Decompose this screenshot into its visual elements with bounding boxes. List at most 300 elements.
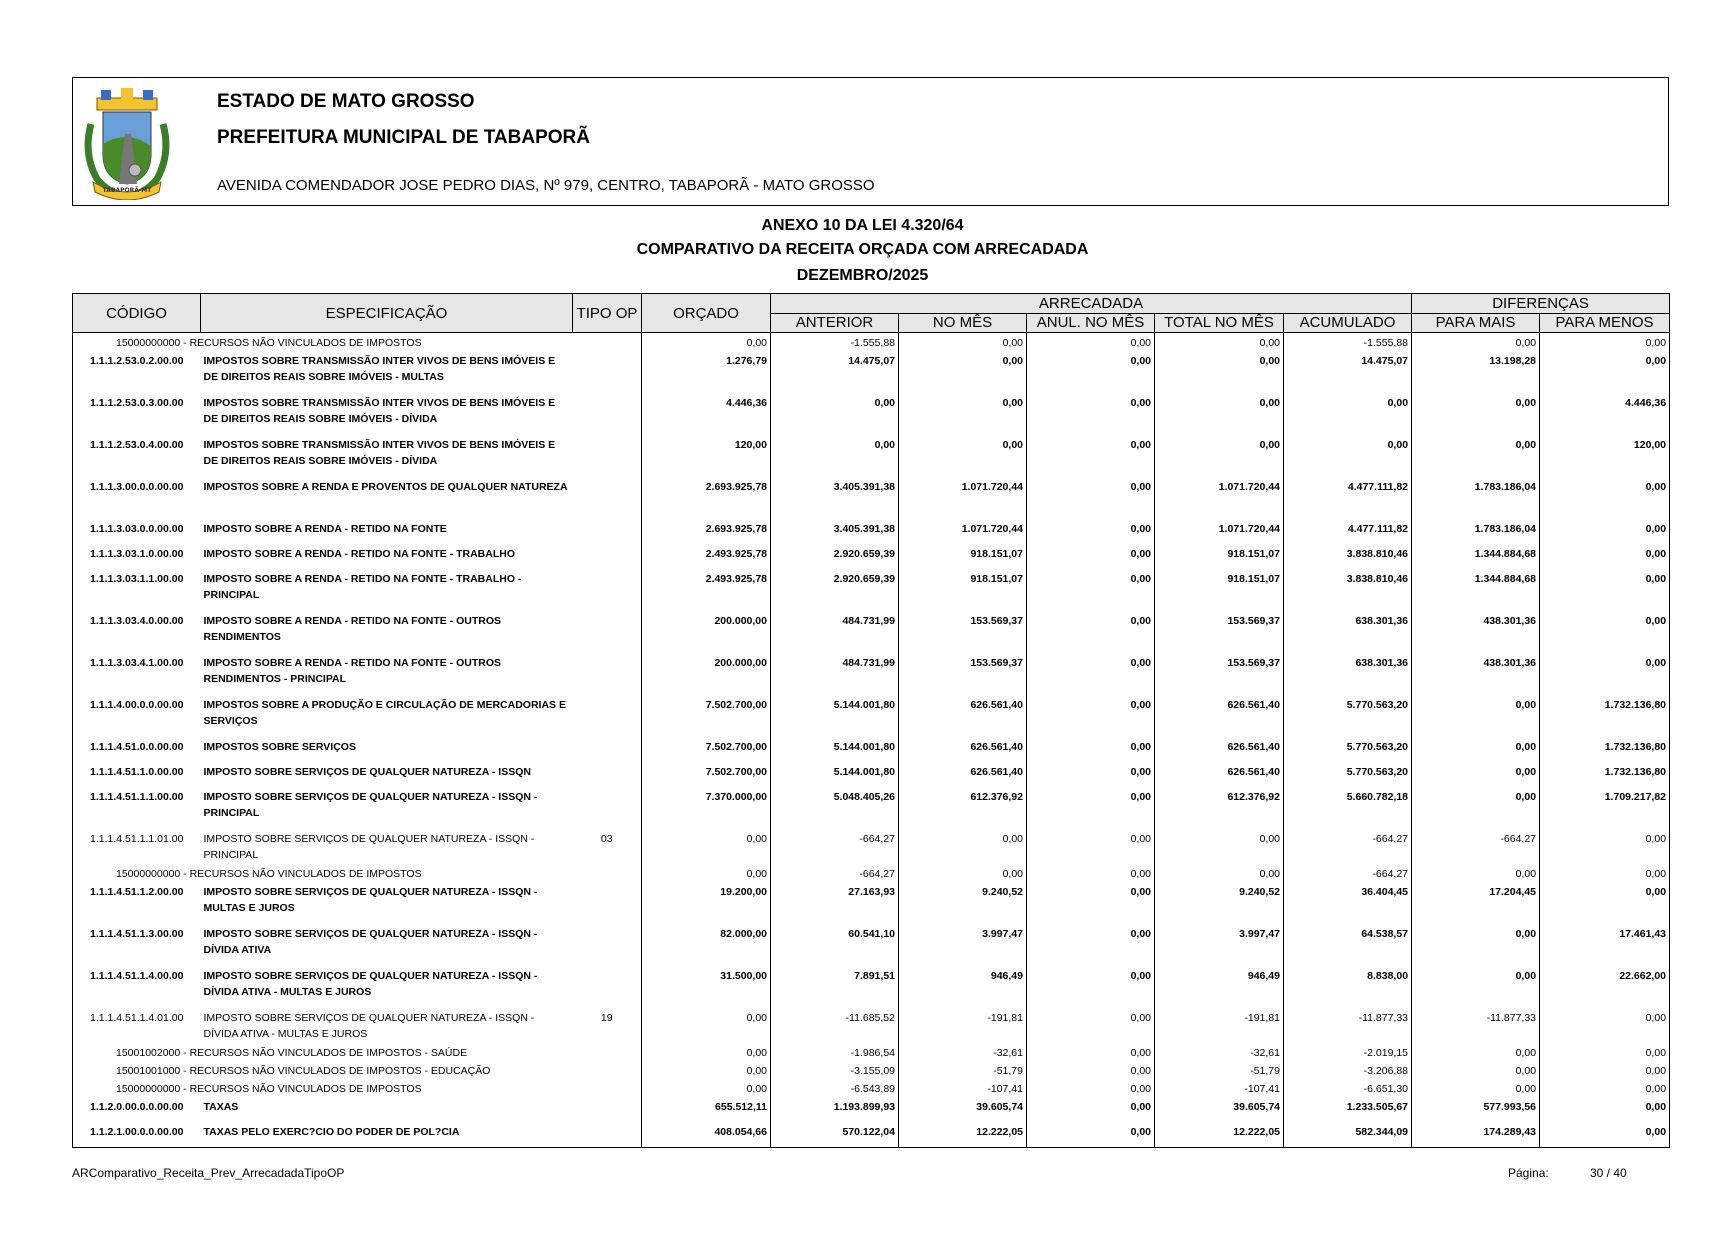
table-row [73,829,1670,864]
cell-orcado: 2.693.925,78 [642,477,771,519]
revenue-comparison-table [72,293,1670,1148]
resource-row [73,864,1670,882]
row-description: IMPOSTO SOBRE SERVIÇOS DE QUALQUER NATUREZA - ISSQN - PRINCIPAL [203,833,535,861]
row-tipo-op [573,393,642,435]
cell-total-no-mes: -191,81 [1155,1008,1284,1043]
cell-anterior: -6.543,89 [771,1079,899,1097]
cell-acumulado: -6.651,30 [1284,1079,1412,1097]
cell-anul-no-mes: 0,00 [1027,1043,1155,1061]
cell-para-mais: 0,00 [1412,864,1540,882]
cell-total-no-mes: 153.569,37 [1155,611,1284,653]
row-tipo-op [573,351,642,393]
cell-orcado: 0,00 [642,864,771,882]
cell-para-mais: -664,27 [1412,829,1540,864]
cell-para-mais: 0,00 [1412,737,1540,762]
page-label: Página: [1508,1166,1549,1180]
cell-orcado: 2.693.925,78 [642,519,771,544]
cell-total-no-mes: 39.605,74 [1155,1097,1284,1122]
cell-para-menos: 0,00 [1540,1122,1670,1147]
table-body [73,333,1670,1148]
cell-para-mais: 0,00 [1412,787,1540,829]
cell-acumulado: 4.477.111,82 [1284,477,1412,519]
resource-label: 15000000000 - RECURSOS NÃO VINCULADOS DE IMPOSTOS [73,864,573,882]
row-description: IMPOSTOS SOBRE SERVIÇOS [203,741,356,753]
cell-acumulado: 3.838.810,46 [1284,569,1412,611]
row-tipo-op [573,611,642,653]
row-code: 1.1.1.3.03.4.0.00.00 [73,611,201,653]
cell-anul-no-mes: 0,00 [1027,762,1155,787]
cell-no-mes: 0,00 [899,829,1027,864]
cell-anul-no-mes: 0,00 [1027,1079,1155,1097]
row-code: 1.1.1.4.51.1.4.01.00 [73,1008,201,1043]
cell-total-no-mes: 626.561,40 [1155,695,1284,737]
cell-anul-no-mes: 0,00 [1027,333,1155,352]
cell-para-mais: 174.289,43 [1412,1122,1540,1147]
table-row [73,569,1670,611]
cell-para-mais: 17.204,45 [1412,882,1540,924]
row-description: IMPOSTO SOBRE SERVIÇOS DE QUALQUER NATUREZA - ISSQN - PRINCIPAL [203,791,538,819]
cell-para-mais: 577.993,56 [1412,1097,1540,1122]
cell-para-mais: 1.783.186,04 [1412,519,1540,544]
cell-para-menos: 1.709.217,82 [1540,787,1670,829]
cell-orcado: 19.200,00 [642,882,771,924]
cell-total-no-mes: 153.569,37 [1155,653,1284,695]
row-code: 1.1.1.4.00.0.0.00.00 [73,695,201,737]
cell-acumulado: -2.019,15 [1284,1043,1412,1061]
row-description: IMPOSTOS SOBRE TRANSMISSÃO INTER VIVOS DE BENS IMÓVEIS E DE DIREITOS REAIS SOBRE IMÓVEIS - MULTAS [203,355,556,383]
cell-anterior: 570.122,04 [771,1122,899,1147]
cell-no-mes: 0,00 [899,351,1027,393]
row-description: TAXAS [203,1101,239,1113]
cell-para-mais: 438.301,36 [1412,611,1540,653]
cell-total-no-mes: 626.561,40 [1155,737,1284,762]
cell-acumulado: 0,00 [1284,393,1412,435]
row-code: 1.1.1.4.51.1.2.00.00 [73,882,201,924]
row-tipo-op [573,569,642,611]
col-header-para-menos: PARA MENOS [1540,313,1670,333]
row-tipo-op [573,1061,642,1079]
cell-para-menos: 0,00 [1540,1043,1670,1061]
cell-acumulado: -3.206,88 [1284,1061,1412,1079]
cell-para-mais: 0,00 [1412,1079,1540,1097]
cell-total-no-mes: 0,00 [1155,864,1284,882]
row-code: 1.1.1.2.53.0.3.00.00 [73,393,201,435]
row-tipo-op [573,1043,642,1061]
row-code: 1.1.1.4.51.1.1.01.00 [73,829,201,864]
col-header-codigo: CÓDIGO [73,294,201,333]
cell-no-mes: 3.997,47 [899,924,1027,966]
report-title-line2: COMPARATIVO DA RECEITA ORÇADA COM ARRECADADA [636,241,1089,258]
row-tipo-op [573,966,642,1008]
cell-anterior: 0,00 [771,435,899,477]
table-row [73,653,1670,695]
cell-para-mais: 0,00 [1412,924,1540,966]
row-code: 1.1.1.3.03.4.1.00.00 [73,653,201,695]
cell-anul-no-mes: 0,00 [1027,1008,1155,1043]
cell-orcado: 7.502.700,00 [642,762,771,787]
row-description: IMPOSTOS SOBRE TRANSMISSÃO INTER VIVOS DE BENS IMÓVEIS E DE DIREITOS REAIS SOBRE IMÓVEIS - DÍVIDA [203,439,556,467]
cell-total-no-mes: 9.240,52 [1155,882,1284,924]
cell-acumulado: -664,27 [1284,864,1412,882]
cell-orcado: 655.512,11 [642,1097,771,1122]
cell-anterior: 14.475,07 [771,351,899,393]
resource-row [73,1043,1670,1061]
row-description: IMPOSTO SOBRE A RENDA - RETIDO NA FONTE - TRABALHO [203,548,515,560]
cell-para-menos: 0,00 [1540,882,1670,924]
cell-para-mais: 1.344.884,68 [1412,569,1540,611]
col-header-especificacao: ESPECIFICAÇÃO [201,294,573,333]
cell-no-mes: 626.561,40 [899,737,1027,762]
cell-anterior: 0,00 [771,393,899,435]
cell-acumulado: 4.477.111,82 [1284,519,1412,544]
report-file-name: ARComparativo_Receita_Prev_ArrecadadaTipoOP [72,1166,345,1180]
resource-label: 15000000000 - RECURSOS NÃO VINCULADOS DE IMPOSTOS [73,1079,573,1097]
cell-anterior: -11.685,52 [771,1008,899,1043]
cell-anterior: 27.163,93 [771,882,899,924]
cell-no-mes: 153.569,37 [899,611,1027,653]
row-description: IMPOSTO SOBRE A RENDA - RETIDO NA FONTE - OUTROS RENDIMENTOS - PRINCIPAL [203,657,502,685]
cell-total-no-mes: 626.561,40 [1155,762,1284,787]
cell-anterior: 7.891,51 [771,966,899,1008]
municipal-coat-of-arms-logo [79,84,175,200]
cell-total-no-mes: -32,61 [1155,1043,1284,1061]
cell-no-mes: 946,49 [899,966,1027,1008]
cell-orcado: 0,00 [642,1008,771,1043]
cell-para-menos: 0,00 [1540,1079,1670,1097]
cell-no-mes: 1.071.720,44 [899,477,1027,519]
cell-total-no-mes: 0,00 [1155,435,1284,477]
cell-total-no-mes: 918.151,07 [1155,544,1284,569]
cell-acumulado: 3.838.810,46 [1284,544,1412,569]
row-code: 1.1.1.4.51.1.0.00.00 [73,762,201,787]
cell-no-mes: -51,79 [899,1061,1027,1079]
row-code: 1.1.1.2.53.0.2.00.00 [73,351,201,393]
cell-orcado: 7.502.700,00 [642,737,771,762]
row-tipo-op [573,1122,642,1147]
cell-anul-no-mes: 0,00 [1027,569,1155,611]
table-row [73,435,1670,477]
cell-orcado: 0,00 [642,1079,771,1097]
cell-no-mes: 0,00 [899,864,1027,882]
row-tipo-op [573,544,642,569]
row-description: IMPOSTOS SOBRE A PRODUÇÃO E CIRCULAÇÃO DE MERCADORIAS E SERVIÇOS [203,699,566,727]
table-row [73,544,1670,569]
table-row [73,882,1670,924]
table-row [73,1122,1670,1147]
cell-no-mes: 1.071.720,44 [899,519,1027,544]
row-tipo-op [573,695,642,737]
cell-anul-no-mes: 0,00 [1027,882,1155,924]
cell-acumulado: 638.301,36 [1284,653,1412,695]
cell-orcado: 0,00 [642,1061,771,1079]
col-group-diferencas: DIFERENÇAS [1412,294,1670,314]
cell-anterior: 60.541,10 [771,924,899,966]
cell-total-no-mes: 946,49 [1155,966,1284,1008]
cell-para-menos: 120,00 [1540,435,1670,477]
table-row [73,695,1670,737]
cell-para-menos: 17.461,43 [1540,924,1670,966]
col-header-anterior: ANTERIOR [771,313,899,333]
cell-no-mes: -191,81 [899,1008,1027,1043]
cell-para-mais: 0,00 [1412,1061,1540,1079]
cell-para-mais: -11.877,33 [1412,1008,1540,1043]
cell-para-menos: 22.662,00 [1540,966,1670,1008]
row-description: IMPOSTO SOBRE SERVIÇOS DE QUALQUER NATUREZA - ISSQN - DÍVIDA ATIVA - MULTAS E JUROS [203,970,538,998]
cell-para-mais: 13.198,28 [1412,351,1540,393]
state-name: ESTADO DE MATO GROSSO [217,91,475,112]
cell-acumulado: 14.475,07 [1284,351,1412,393]
cell-no-mes: 12.222,05 [899,1122,1027,1147]
cell-para-menos: 0,00 [1540,653,1670,695]
cell-orcado: 82.000,00 [642,924,771,966]
cell-anul-no-mes: 0,00 [1027,393,1155,435]
cell-acumulado: 0,00 [1284,435,1412,477]
cell-total-no-mes: -51,79 [1155,1061,1284,1079]
resource-row [73,333,1670,352]
cell-acumulado: 5.770.563,20 [1284,762,1412,787]
cell-orcado: 1.276,79 [642,351,771,393]
cell-no-mes: 9.240,52 [899,882,1027,924]
cell-total-no-mes: -107,41 [1155,1079,1284,1097]
cell-anterior: -664,27 [771,864,899,882]
cell-para-menos: 4.446,36 [1540,393,1670,435]
col-header-orcado: ORÇADO [642,294,771,333]
cell-para-menos: 0,00 [1540,1061,1670,1079]
col-header-total-no-mes: TOTAL NO MÊS [1155,313,1284,333]
row-description: IMPOSTOS SOBRE A RENDA E PROVENTOS DE QUALQUER NATUREZA [203,481,568,493]
row-tipo-op [573,787,642,829]
cell-no-mes: -107,41 [899,1079,1027,1097]
municipality-name: PREFEITURA MUNICIPAL DE TABAPORÃ [217,127,590,148]
cell-acumulado: 36.404,45 [1284,882,1412,924]
row-description: IMPOSTO SOBRE SERVIÇOS DE QUALQUER NATUREZA - ISSQN - DÍVIDA ATIVA [203,928,538,956]
cell-total-no-mes: 12.222,05 [1155,1122,1284,1147]
table-row [73,1097,1670,1122]
row-code: 1.1.1.4.51.1.3.00.00 [73,924,201,966]
cell-total-no-mes: 0,00 [1155,351,1284,393]
cell-anterior: -1.986,54 [771,1043,899,1061]
cell-para-mais: 0,00 [1412,393,1540,435]
cell-para-mais: 1.344.884,68 [1412,544,1540,569]
cell-orcado: 31.500,00 [642,966,771,1008]
row-code: 1.1.1.2.53.0.4.00.00 [73,435,201,477]
table-row [73,762,1670,787]
row-tipo-op [573,882,642,924]
cell-orcado: 200.000,00 [642,653,771,695]
row-tipo-op [573,653,642,695]
cell-orcado: 408.054,66 [642,1122,771,1147]
row-tipo-op [573,924,642,966]
cell-orcado: 7.370.000,00 [642,787,771,829]
cell-anul-no-mes: 0,00 [1027,1097,1155,1122]
row-tipo-op [573,737,642,762]
row-code: 1.1.1.3.00.0.0.00.00 [73,477,201,519]
cell-anterior: 5.048.405,26 [771,787,899,829]
cell-para-mais: 0,00 [1412,762,1540,787]
row-tipo-op [573,519,642,544]
cell-anterior: 5.144.001,80 [771,695,899,737]
report-title-line1: ANEXO 10 DA LEI 4.320/64 [761,217,964,234]
cell-acumulado: 582.344,09 [1284,1122,1412,1147]
municipality-address: AVENIDA COMENDADOR JOSE PEDRO DIAS, Nº 979, CENTRO, TABAPORÃ - MATO GROSSO [217,177,875,194]
cell-acumulado: 1.233.505,67 [1284,1097,1412,1122]
row-description: IMPOSTO SOBRE SERVIÇOS DE QUALQUER NATUREZA - ISSQN - DÍVIDA ATIVA - MULTAS E JUROS [203,1012,535,1040]
col-group-arrecadada: ARRECADADA [771,294,1412,314]
cell-anterior: 1.193.899,93 [771,1097,899,1122]
cell-total-no-mes: 1.071.720,44 [1155,519,1284,544]
cell-para-mais: 0,00 [1412,966,1540,1008]
cell-anul-no-mes: 0,00 [1027,435,1155,477]
cell-anterior: 5.144.001,80 [771,737,899,762]
row-description: IMPOSTO SOBRE A RENDA - RETIDO NA FONTE - TRABALHO - PRINCIPAL [203,573,522,601]
row-description: TAXAS PELO EXERC?CIO DO PODER DE POL?CIA [201,1122,573,1147]
row-tipo-op [573,1079,642,1097]
cell-anul-no-mes: 0,00 [1027,653,1155,695]
cell-anul-no-mes: 0,00 [1027,695,1155,737]
cell-anul-no-mes: 0,00 [1027,611,1155,653]
resource-row [73,1061,1670,1079]
resource-label: 15000000000 - RECURSOS NÃO VINCULADOS DE IMPOSTOS [73,333,573,352]
row-tipo-op [573,1097,642,1122]
col-header-acumulado: ACUMULADO [1284,313,1412,333]
resource-label: 15001001000 - RECURSOS NÃO VINCULADOS DE IMPOSTOS - EDUCAÇÃO [73,1061,573,1079]
cell-anterior: -664,27 [771,829,899,864]
cell-orcado: 2.493.925,78 [642,544,771,569]
row-code: 1.1.1.3.03.0.0.00.00 [73,519,201,544]
cell-anterior: 484.731,99 [771,611,899,653]
cell-para-mais: 438.301,36 [1412,653,1540,695]
col-header-tipo-op: TIPO OP [573,294,642,333]
cell-acumulado: 5.770.563,20 [1284,737,1412,762]
cell-total-no-mes: 0,00 [1155,333,1284,352]
resource-row [73,1079,1670,1097]
report-header [72,77,1669,206]
cell-para-menos: 0,00 [1540,569,1670,611]
cell-no-mes: 612.376,92 [899,787,1027,829]
cell-para-menos: 0,00 [1540,477,1670,519]
cell-total-no-mes: 1.071.720,44 [1155,477,1284,519]
cell-anul-no-mes: 0,00 [1027,519,1155,544]
cell-para-menos: 0,00 [1540,829,1670,864]
col-header-no-mes: NO MÊS [899,313,1027,333]
table-row [73,924,1670,966]
row-description: IMPOSTOS SOBRE TRANSMISSÃO INTER VIVOS DE BENS IMÓVEIS E DE DIREITOS REAIS SOBRE IMÓVEIS - DÍVIDA [203,397,556,425]
cell-acumulado: -664,27 [1284,829,1412,864]
cell-no-mes: 626.561,40 [899,762,1027,787]
cell-anul-no-mes: 0,00 [1027,924,1155,966]
cell-anterior: 3.405.391,38 [771,477,899,519]
cell-para-mais: 0,00 [1412,695,1540,737]
cell-para-menos: 0,00 [1540,333,1670,352]
cell-orcado: 0,00 [642,1043,771,1061]
table-row [73,737,1670,762]
row-code: 1.1.2.0.00.0.0.00.00 [73,1097,201,1122]
page-number: 30 / 40 [1590,1166,1627,1180]
table-row [73,393,1670,435]
cell-no-mes: 0,00 [899,393,1027,435]
row-tipo-op: 03 [573,829,642,864]
col-header-para-mais: PARA MAIS [1412,313,1540,333]
cell-para-menos: 1.732.136,80 [1540,695,1670,737]
cell-anterior: -3.155,09 [771,1061,899,1079]
cell-no-mes: 39.605,74 [899,1097,1027,1122]
row-tipo-op [573,864,642,882]
cell-para-mais: 0,00 [1412,435,1540,477]
cell-no-mes: 918.151,07 [899,569,1027,611]
row-tipo-op [573,477,642,519]
table-row [73,966,1670,1008]
svg-text:TABAPORÃ-MT: TABAPORÃ-MT [102,187,152,194]
cell-orcado: 7.502.700,00 [642,695,771,737]
cell-para-menos: 0,00 [1540,519,1670,544]
table-row [73,611,1670,653]
cell-anul-no-mes: 0,00 [1027,1061,1155,1079]
cell-anterior: 2.920.659,39 [771,569,899,611]
row-code: 1.1.1.4.51.0.0.00.00 [73,737,201,762]
cell-anterior: 5.144.001,80 [771,762,899,787]
row-code: 1.1.1.4.51.1.4.00.00 [73,966,201,1008]
cell-para-menos: 0,00 [1540,864,1670,882]
cell-acumulado: 638.301,36 [1284,611,1412,653]
cell-anul-no-mes: 0,00 [1027,864,1155,882]
row-tipo-op: 19 [573,1008,642,1043]
row-tipo-op [573,333,642,352]
resource-label: 15001002000 - RECURSOS NÃO VINCULADOS DE IMPOSTOS - SAÚDE [73,1043,573,1061]
cell-para-menos: 0,00 [1540,611,1670,653]
report-period: DEZEMBRO/2025 [796,267,929,284]
cell-total-no-mes: 0,00 [1155,393,1284,435]
row-code: 1.1.1.3.03.1.0.00.00 [73,544,201,569]
cell-anul-no-mes: 0,00 [1027,477,1155,519]
table-row [73,351,1670,393]
row-tipo-op [573,435,642,477]
cell-anterior: 2.920.659,39 [771,544,899,569]
cell-para-menos: 0,00 [1540,351,1670,393]
cell-para-mais: 0,00 [1412,333,1540,352]
cell-anterior: 484.731,99 [771,653,899,695]
cell-total-no-mes: 918.151,07 [1155,569,1284,611]
cell-para-menos: 1.732.136,80 [1540,762,1670,787]
cell-no-mes: 153.569,37 [899,653,1027,695]
cell-orcado: 200.000,00 [642,611,771,653]
cell-para-menos: 0,00 [1540,1008,1670,1043]
cell-total-no-mes: 612.376,92 [1155,787,1284,829]
cell-anul-no-mes: 0,00 [1027,737,1155,762]
cell-anul-no-mes: 0,00 [1027,544,1155,569]
row-description: IMPOSTO SOBRE SERVIÇOS DE QUALQUER NATUREZA - ISSQN - MULTAS E JUROS [203,886,538,914]
row-code: 1.1.2.1.00.0.0.00.00 [73,1122,201,1147]
cell-no-mes: 918.151,07 [899,544,1027,569]
row-code: 1.1.1.3.03.1.1.00.00 [73,569,201,611]
cell-anterior: 3.405.391,38 [771,519,899,544]
cell-acumulado: -1.555,88 [1284,333,1412,352]
table-row [73,787,1670,829]
cell-acumulado: 64.538,57 [1284,924,1412,966]
cell-orcado: 0,00 [642,829,771,864]
cell-anul-no-mes: 0,00 [1027,351,1155,393]
cell-para-mais: 1.783.186,04 [1412,477,1540,519]
cell-acumulado: 5.660.782,18 [1284,787,1412,829]
cell-acumulado: 5.770.563,20 [1284,695,1412,737]
cell-no-mes: 0,00 [899,435,1027,477]
row-description: IMPOSTO SOBRE A RENDA - RETIDO NA FONTE - OUTROS RENDIMENTOS [203,615,502,643]
cell-orcado: 0,00 [642,333,771,352]
cell-total-no-mes: 3.997,47 [1155,924,1284,966]
cell-para-menos: 0,00 [1540,544,1670,569]
cell-anterior: -1.555,88 [771,333,899,352]
cell-anul-no-mes: 0,00 [1027,829,1155,864]
cell-para-menos: 0,00 [1540,1097,1670,1122]
